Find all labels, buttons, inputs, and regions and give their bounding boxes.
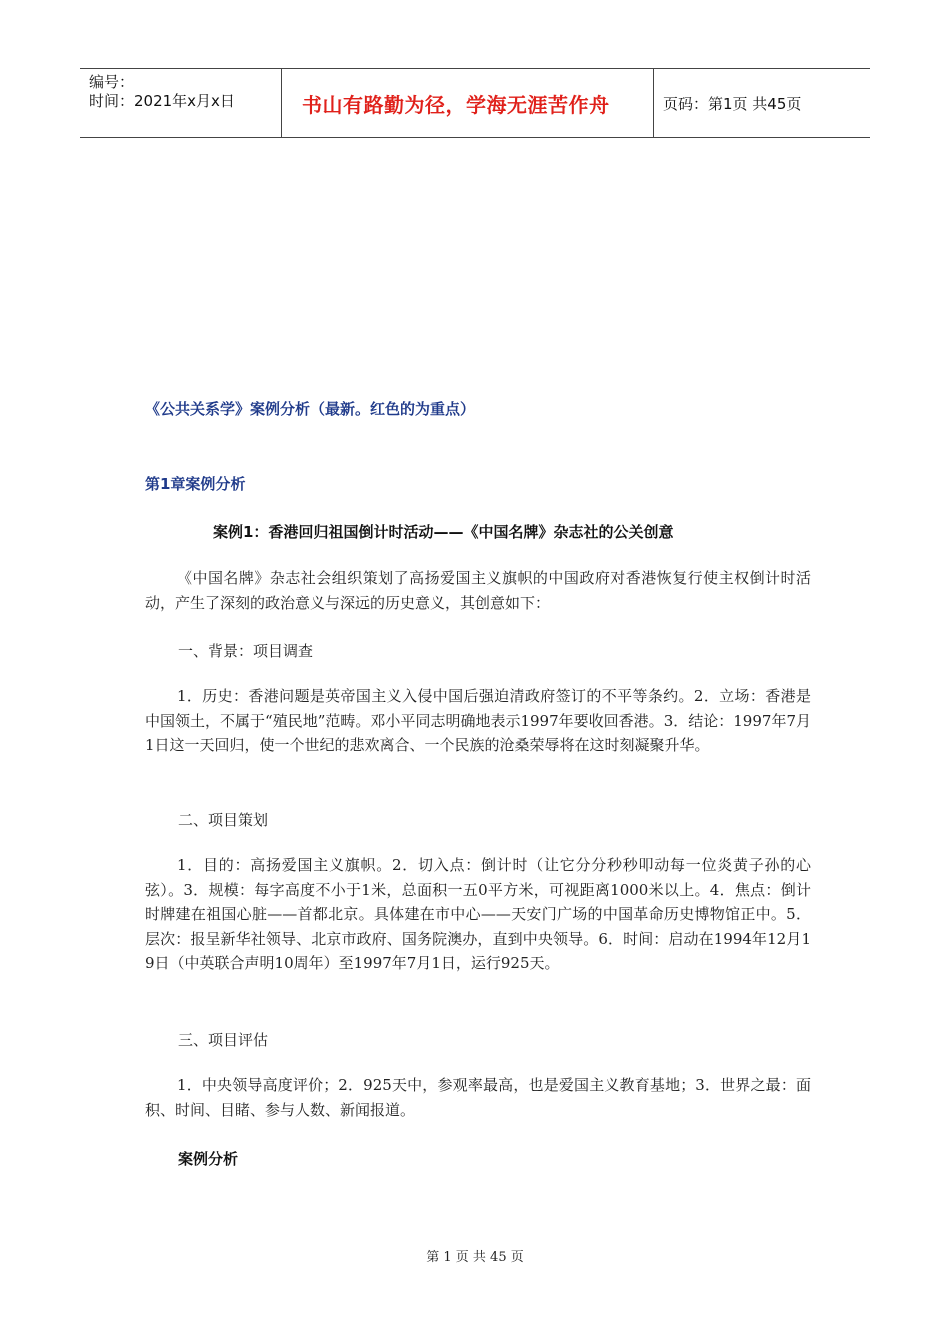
page-info: 页码：第1页 共45页 (663, 94, 802, 113)
header-meta-cell (80, 69, 281, 137)
chapter-heading: 第1章案例分析 (145, 475, 246, 493)
section3-heading: 三、项目评估 (178, 1031, 269, 1049)
case-title: 案例1：香港回归祖国倒计时活动——《中国名牌》杂志社的公关创意 (213, 523, 674, 541)
section2-paragraph: 1．目的：高扬爱国主义旗帜。2．切入点：倒计时（让它分分秒秒叩动每一位炎黄子孙的心弦）。3．规模：每字高度不小于1米，总面积一五0平方米，可视距离1000米以上。4．焦点：倒计时牌建在祖国心脏——首都北京。具体建在市中心——天安门广场的中国革命历史博物馆正中。5．层次：报呈新华社领导、北京市政府、国务院澳办，直到中央领导。6．时间：启动在1994年12月19日（中英联合声明10周年）至1997年7月1日，运行925天。 (145, 856, 811, 972)
page-footer: 第 1 页 共 45 页 (426, 1250, 524, 1265)
header-motto-cell (281, 69, 654, 137)
number-label: 编号： (89, 73, 135, 91)
intro-paragraph: 《中国名牌》杂志社会组织策划了高扬爱国主义旗帜的中国政府对香港恢复行使主权倒计时活动，产生了深刻的政治意义与深远的历史意义，其创意如下： (145, 569, 811, 612)
page-header (80, 68, 870, 138)
header-page-cell (654, 69, 870, 137)
section2-heading: 二、项目策划 (178, 811, 269, 829)
document-title: 《公共关系学》案例分析（最新。红色的为重点） (145, 400, 476, 418)
section3-paragraph: 1．中央领导高度评价；2．925天中，参观率最高，也是爱国主义教育基地；3．世界之最：面积、时间、目睹、参与人数、新闻报道。 (145, 1076, 811, 1119)
section1-paragraph: 1．历史：香港问题是英帝国主义入侵中国后强迫清政府签订的不平等条约。2．立场：香港是中国领土，不属于“殖民地”范畴。邓小平同志明确地表示1997年要收回香港。3．结论：1997年7月1日这一天回归，使一个世纪的悲欢离合、一个民族的沧桑荣辱将在这时刻凝聚升华。 (145, 687, 811, 754)
section1-heading: 一、背景：项目调查 (178, 642, 314, 660)
motto-text: 书山有路勤为径，学海无涯苦作舟 (302, 92, 610, 117)
time-label: 时间：2021年x月x日 (89, 92, 235, 110)
analysis-heading: 案例分析 (178, 1150, 239, 1168)
